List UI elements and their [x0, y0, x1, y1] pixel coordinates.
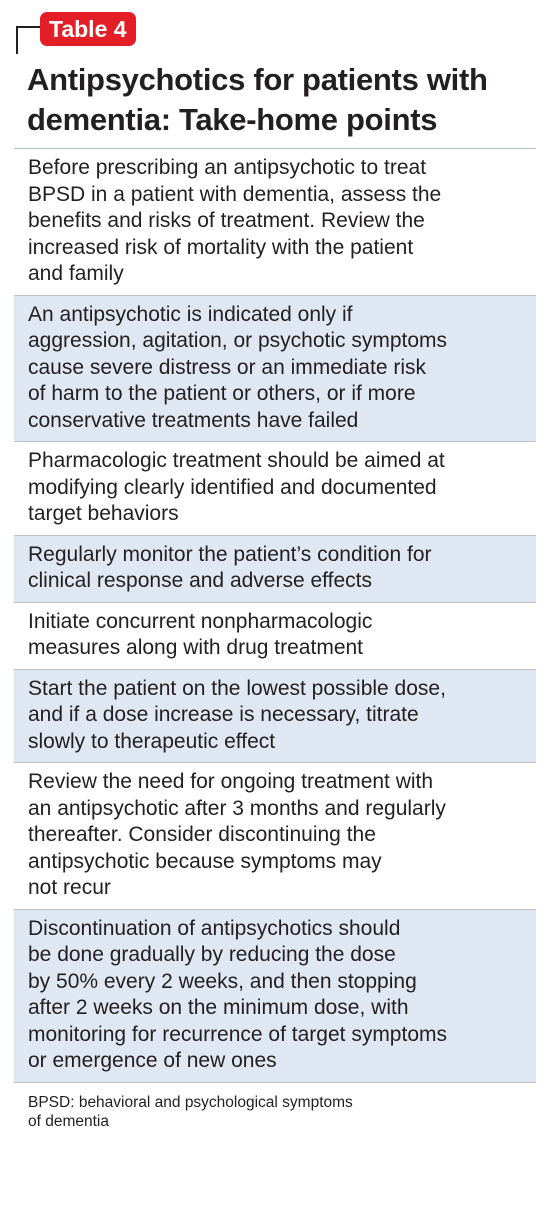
- point-text-line: An antipsychotic is indicated only if: [28, 302, 353, 326]
- point-text-line: modifying clearly identified and documented: [28, 475, 437, 499]
- footnote-line: BPSD: behavioral and psychological symptoms: [28, 1093, 353, 1111]
- point-text-line: Regularly monitor the patient’s condition for: [28, 542, 432, 566]
- title-line: Antipsychotics for patients with: [27, 62, 488, 97]
- point-row: [14, 296, 536, 443]
- take-home-points-table: [14, 148, 536, 1139]
- point-text-line: BPSD in a patient with dementia, assess the: [28, 182, 442, 206]
- point-text-line: slowly to therapeutic effect: [28, 729, 276, 753]
- point-row: [14, 910, 536, 1083]
- table-footnote: [14, 1083, 536, 1139]
- point-text-line: and if a dose increase is necessary, titrate: [28, 703, 419, 726]
- point-text-line: or emergence of new ones: [28, 1049, 277, 1072]
- point-row: [14, 149, 536, 296]
- point-row: [14, 603, 536, 670]
- point-text-line: target behaviors: [28, 502, 179, 525]
- point-text-line: not recur: [28, 876, 111, 899]
- point-text-line: Pharmacologic treatment should be aimed at: [28, 449, 445, 472]
- point-text-line: aggression, agitation, or psychotic symptoms: [28, 329, 448, 352]
- point-text-line: an antipsychotic after 3 months and regularly: [28, 796, 446, 820]
- point-text-line: Start the patient on the lowest possible dose,: [28, 676, 446, 700]
- point-text-line: cause severe distress or an immediate risk: [28, 355, 426, 379]
- point-row: [14, 442, 536, 536]
- point-text-line: increased risk of mortality with the patient: [28, 235, 414, 259]
- point-text-line: monitoring for recurrence of target symptoms: [28, 1022, 447, 1046]
- table-number-badge: Table 4: [40, 12, 136, 46]
- table-title: [27, 60, 537, 140]
- point-text-line: Discontinuation of antipsychotics should: [28, 916, 401, 940]
- point-text-line: after 2 weeks on the minimum dose, with: [28, 996, 409, 1019]
- point-text-line: conservative treatments have failed: [28, 408, 359, 432]
- point-row: [14, 670, 536, 764]
- point-row: [14, 536, 536, 603]
- point-text-line: benefits and risks of treatment. Review the: [28, 209, 425, 232]
- point-text-line: of harm to the patient or others, or if more: [28, 382, 416, 405]
- title-line: dementia: Take-home points: [27, 102, 438, 137]
- point-text-line: by 50% every 2 weeks, and then stopping: [28, 969, 417, 993]
- point-text-line: and family: [28, 262, 124, 285]
- point-text-line: Review the need for ongoing treatment with: [28, 770, 434, 793]
- point-text-line: be done gradually by reducing the dose: [28, 943, 396, 966]
- point-text-line: measures along with drug treatment: [28, 636, 364, 659]
- point-text-line: clinical response and adverse effects: [28, 569, 372, 592]
- footnote-line: of dementia: [28, 1112, 109, 1130]
- point-text-line: thereafter. Consider discontinuing the: [28, 823, 376, 846]
- point-row: [14, 763, 536, 910]
- point-text-line: antipsychotic because symptoms may: [28, 849, 382, 873]
- point-text-line: Initiate concurrent nonpharmacologic: [28, 609, 373, 633]
- point-text-line: Before prescribing an antipsychotic to treat: [28, 156, 427, 179]
